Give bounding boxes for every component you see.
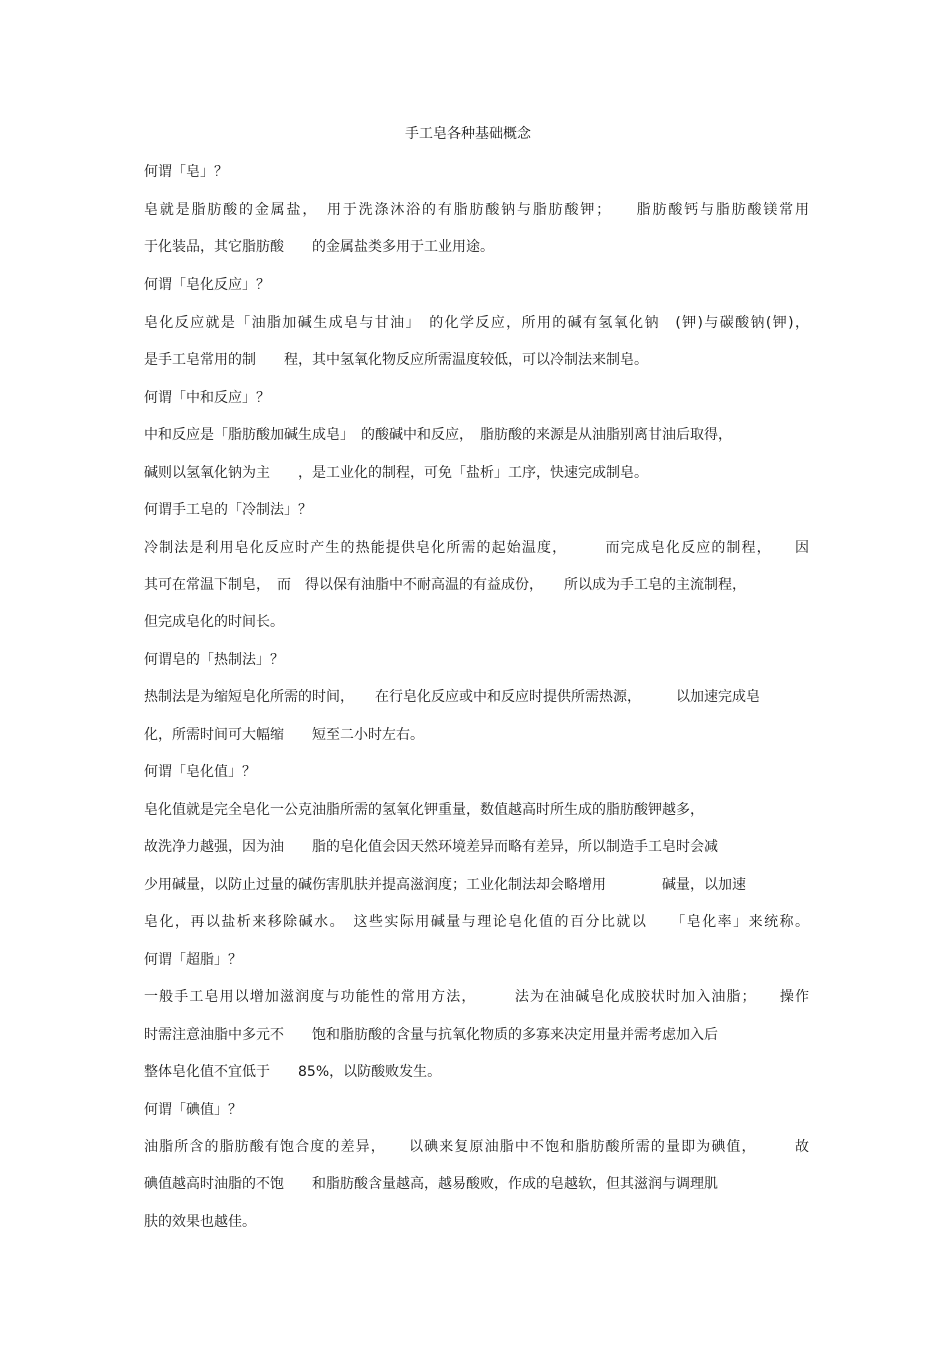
heading-soap: 何谓「皂」？ — [144, 164, 228, 180]
paragraph-line: 肤的效果也越佳。 — [144, 1214, 256, 1230]
paragraph-line: 故洗净力越强，因为油 脂的皂化值会因天然环境差异而略有差异，所以制造手工皂时会减 — [144, 839, 718, 855]
paragraph-line: 是手工皂常用的制 程，其中氢氧化物反应所需温度较低，可以冷制法来制皂。 — [144, 352, 648, 368]
paragraph-line: 整体皂化值不宜低于 85%，以防酸败发生。 — [144, 1064, 442, 1080]
heading-cold-process: 何谓手工皂的「冷制法」？ — [144, 502, 312, 518]
paragraph-line: 热制法是为缩短皂化所需的时间， 在行皂化反应或中和反应时提供所需热源， 以加速完成皂 — [144, 689, 760, 705]
paragraph-line: 碱则以氢氧化钠为主 ，是工业化的制程，可免「盐析」工序，快速完成制皂。 — [144, 465, 648, 481]
paragraph-line: 于化装品，其它脂肪酸 的金属盐类多用于工业用途。 — [144, 239, 494, 255]
heading-sap-value: 何谓「皂化值」？ — [144, 764, 256, 780]
paragraph-line: 化，所需时间可大幅缩 短至二小时左右。 — [144, 727, 424, 743]
paragraph-line: 但完成皂化的时间长。 — [144, 614, 284, 630]
paragraph-line: 中和反应是「脂肪酸加碱生成皂」 的酸碱中和反应， 脂肪酸的来源是从油脂别离甘油后取得， — [144, 427, 732, 443]
paragraph-line: 碘值越高时油脂的不饱 和脂肪酸含量越高，越易酸败，作成的皂越软，但其滋润与调理肌 — [144, 1176, 718, 1192]
heading-saponification: 何谓「皂化反应」？ — [144, 277, 270, 293]
heading-hot-process: 何谓皂的「热制法」？ — [144, 652, 284, 668]
paragraph-line: 皂就是脂肪酸的金属盐， 用于洗涤沐浴的有脂肪酸钠与脂肪酸钾； 脂肪酸钙与脂肪酸镁常用 — [144, 202, 809, 218]
heading-superfat: 何谓「超脂」？ — [144, 952, 242, 968]
paragraph-line: 皂化，再以盐析来移除碱水。 这些实际用碱量与理论皂化值的百分比就以 「皂化率」来统称。 — [144, 914, 809, 930]
paragraph-line: 皂化值就是完全皂化一公克油脂所需的氢氧化钾重量，数值越高时所生成的脂肪酸钾越多， — [144, 802, 704, 818]
paragraph-line: 一般手工皂用以增加滋润度与功能性的常用方法， 法为在油碱皂化成胶状时加入油脂； 操作 — [144, 989, 809, 1005]
heading-neutralization: 何谓「中和反应」？ — [144, 390, 270, 406]
paragraph-line: 冷制法是利用皂化反应时产生的热能提供皂化所需的起始温度， 而完成皂化反应的制程， 因 — [144, 540, 809, 556]
paragraph-line: 时需注意油脂中多元不 饱和脂肪酸的含量与抗氧化物质的多寡来决定用量并需考虑加入后 — [144, 1027, 718, 1043]
paragraph-line: 皂化反应就是「油脂加碱生成皂与甘油」 的化学反应，所用的碱有氢氧化钠 (钾)与碳酸钠(钾)， — [144, 315, 809, 331]
document-title: 手工皂各种基础概念 — [405, 126, 531, 142]
heading-iodine-value: 何谓「碘值」？ — [144, 1102, 242, 1118]
paragraph-line: 少用碱量，以防止过量的碱伤害肌肤并提高滋润度；工业化制法却会略增用 碱量，以加速 — [144, 877, 746, 893]
paragraph-line: 油脂所含的脂肪酸有饱合度的差异， 以碘来复原油脂中不饱和脂肪酸所需的量即为碘值， 故 — [144, 1139, 809, 1155]
paragraph-line: 其可在常温下制皂， 而 得以保有油脂中不耐高温的有益成份， 所以成为手工皂的主流制程， — [144, 577, 746, 593]
